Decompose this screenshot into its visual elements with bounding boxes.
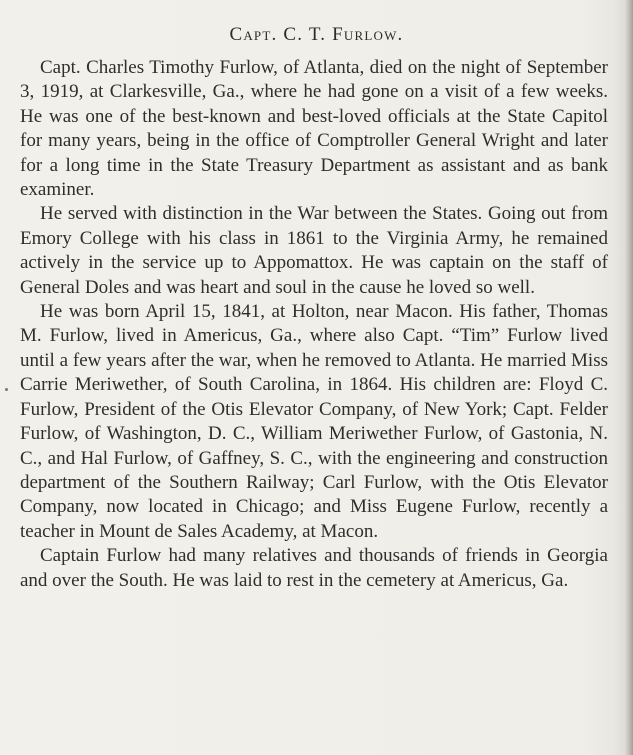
- article-title-text: Capt. C. T. Furlow.: [229, 24, 404, 45]
- paragraph-burial: Captain Furlow had many relatives and thousands of friends in Georgia and over the South. He was laid to rest in the cemetery at Americus, Ga.: [20, 545, 608, 591]
- paragraph-death-notice: Capt. Charles Timothy Furlow, of Atlanta, died on the night of September 3, 1919, at Clarkesville, Ga., where he had gone on a visit of a few weeks. He was one of the best-known and best-loved officials at the State Capitol for many years, being in the office of Comptroller General Wright and later for a long time in the State Treasury Department as assistant and as bank examiner.: [20, 57, 608, 201]
- paragraph-family: He was born April 15, 1841, at Holton, near Macon. His father, Thomas M. Furlow, lived in Americus, Ga., where also Capt. “Tim” Furlow lived until a few years after the war, when he removed to Atlanta. He married Miss Carrie Meriwether, of South Carolina, in 1864. His children are: Floyd C. Furlow, President of the Otis Elevator Company, of New York; Capt. Felder Furlow, of Washington, D. C., William Meriwether Furlow, of Gastonia, N. C., and Hal Furlow, of Gaffney, S. C., with the engineering and construction department of the Southern Railway; Carl Furlow, with the Otis Elevator Company, now located in Chicago; and Miss Eugene Furlow, recently a teacher in Mount de Sales Academy, at Macon.: [20, 301, 608, 542]
- margin-speck: [5, 388, 8, 391]
- paragraph-war-service: He served with distinction in the War between the States. Going out from Emory College with his class in 1861 to the Virginia Army, he remained actively in the service up to Appomattox. He was captain on the staff of General Doles and was heart and soul in the cause he loved so well.: [20, 203, 608, 298]
- page-binding-edge: [625, 0, 633, 755]
- article-title: [0, 24, 633, 46]
- article-body: [20, 56, 608, 593]
